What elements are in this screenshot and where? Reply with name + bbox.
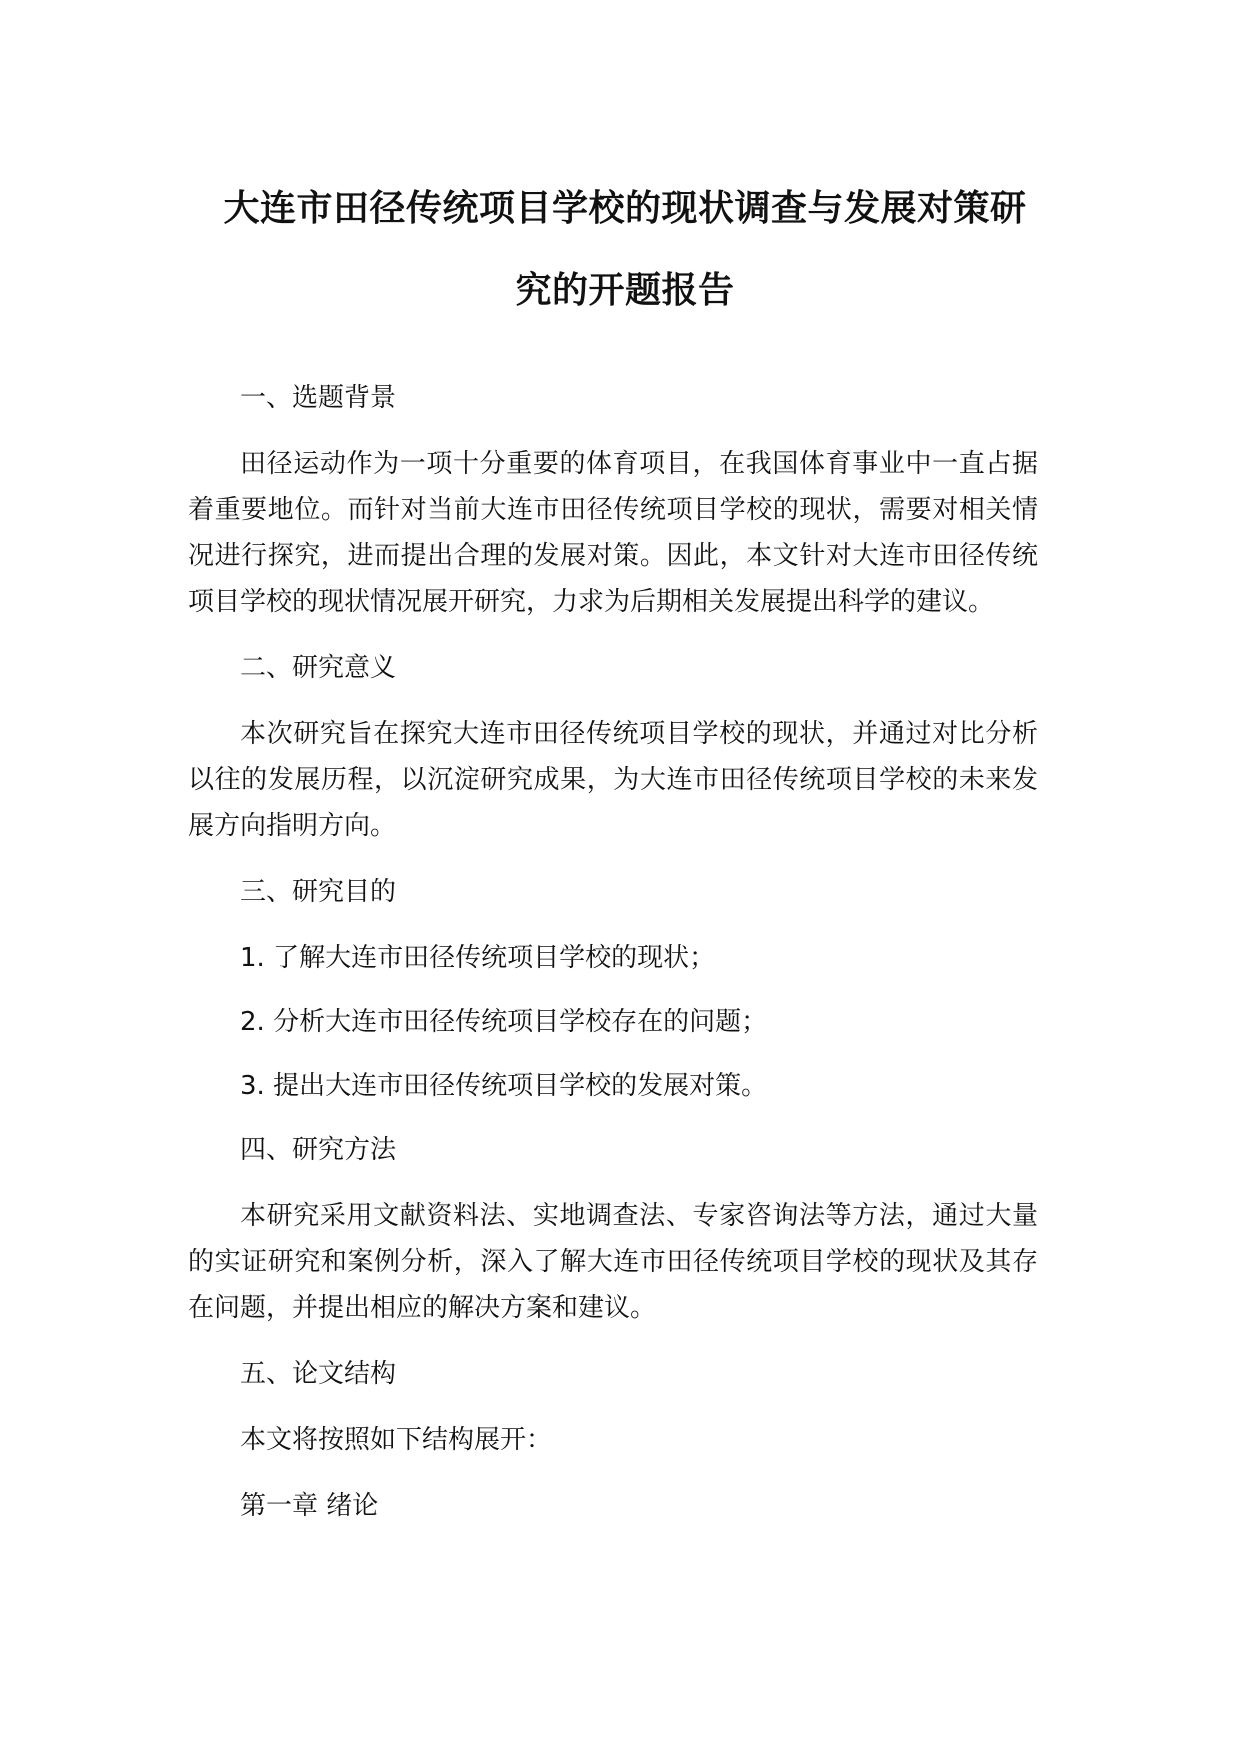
- paragraph-significance: 本次研究旨在探究大连市田径传统项目学校的现状，并通过对比分析以往的发展历程，以沉淀研究成果，为大连市田径传统项目学校的未来发展方向指明方向。: [188, 719, 1038, 841]
- paragraph-methods: 本研究采用文献资料法、实地调查法、专家咨询法等方法，通过大量的实证研究和案例分析，深入了解大连市田径传统项目学校的现状及其存在问题，并提出相应的解决方案和建议。: [188, 1201, 1038, 1323]
- list-item-purpose-3: 3. 提出大连市田径传统项目学校的发展对策。: [240, 1071, 768, 1101]
- title-line-1: 大连市田径传统项目学校的现状调查与发展对策研: [223, 188, 1027, 229]
- paragraph-structure-intro: 本文将按照如下结构展开：: [240, 1425, 553, 1455]
- document-title: [190, 168, 1060, 332]
- section-heading-background: 一、选题背景: [240, 383, 397, 413]
- chapter-item-1: 第一章 绪论: [240, 1491, 379, 1521]
- paragraph-background: 田径运动作为一项十分重要的体育项目，在我国体育事业中一直占据着重要地位。而针对当前大连市田径传统项目学校的现状，需要对相关情况进行探究，进而提出合理的发展对策。因此，本文针对大连市田径传统项目学校的现状情况展开研究，力求为后期相关发展提出科学的建议。: [188, 449, 1038, 617]
- section-heading-significance: 二、研究意义: [240, 653, 397, 683]
- list-item-purpose-1: 1. 了解大连市田径传统项目学校的现状；: [240, 943, 716, 973]
- list-item-purpose-2: 2. 分析大连市田径传统项目学校存在的问题；: [240, 1007, 768, 1037]
- document-body: [188, 375, 1038, 1549]
- section-heading-methods: 四、研究方法: [240, 1135, 397, 1165]
- title-line-2: 究的开题报告: [515, 270, 735, 311]
- section-heading-structure: 五、论文结构: [240, 1359, 397, 1389]
- section-heading-purpose: 三、研究目的: [240, 877, 397, 907]
